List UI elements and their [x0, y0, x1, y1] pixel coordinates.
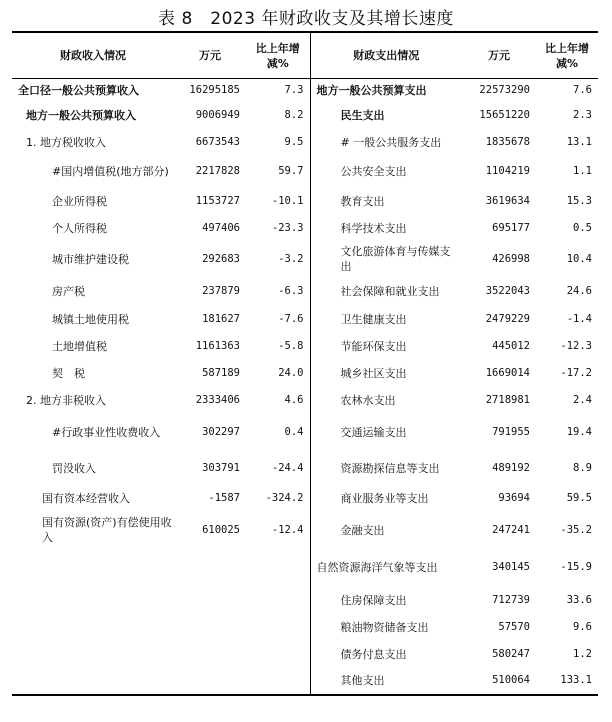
revenue-amount: 2217828	[195, 165, 240, 177]
expenditure-item: # 一般公共服务支出	[340, 135, 442, 149]
revenue-item: 企业所得税	[52, 194, 107, 208]
revenue-amount: 1153727	[195, 194, 240, 207]
expenditure-item: 城乡社区支出	[340, 366, 407, 380]
table-row	[12, 79, 598, 103]
table-row	[12, 277, 598, 306]
expenditure-amount: 445012	[492, 339, 530, 352]
table-row	[12, 129, 598, 156]
revenue-growth: 0.4	[246, 414, 310, 452]
expenditure-growth: 33.6	[566, 593, 592, 606]
expenditure-growth: 133.1	[536, 668, 598, 695]
table-row	[12, 333, 598, 360]
table-title: 表 8 2023 年财政收支及其增长速度	[158, 9, 454, 29]
expenditure-growth: 8.9	[573, 462, 592, 474]
expenditure-amount: 2718981	[485, 393, 530, 406]
expenditure-item: 粮油物资储备支出	[340, 620, 429, 634]
table-row	[12, 614, 598, 641]
expenditure-amount: 57570	[498, 620, 530, 633]
revenue-growth	[246, 587, 310, 614]
revenue-item: 地方一般公共预算收入	[26, 109, 136, 122]
revenue-growth: -24.4	[246, 452, 310, 486]
revenue-amount	[174, 614, 246, 641]
revenue-item: 城市维护建设税	[52, 252, 129, 266]
header-revenue-amount: 万元	[174, 32, 246, 79]
revenue-growth: 59.7	[246, 156, 310, 188]
expenditure-growth: 59.5	[566, 492, 592, 504]
revenue-amount: 497406	[202, 221, 240, 234]
expenditure-growth: 2.4	[573, 393, 592, 406]
header-expenditure-growth: 比上年增减%	[536, 32, 598, 79]
expenditure-amount: 510064	[462, 668, 536, 695]
expenditure-amount: 2479229	[485, 312, 530, 325]
table-row	[12, 103, 598, 129]
revenue-item: 罚没收入	[52, 462, 96, 475]
revenue-item	[12, 668, 174, 695]
revenue-item	[12, 641, 174, 668]
table-row	[12, 188, 598, 215]
table-row	[12, 306, 598, 333]
revenue-amount: 181627	[202, 312, 240, 325]
header-expenditure-item: 财政支出情况	[310, 32, 462, 79]
revenue-item	[12, 587, 174, 614]
revenue-amount: 610025	[202, 523, 240, 536]
revenue-growth: 9.5	[246, 129, 310, 156]
expenditure-item: 卫生健康支出	[340, 312, 407, 326]
expenditure-growth: -35.2	[560, 523, 592, 536]
table-row	[12, 156, 598, 188]
expenditure-item: 商业服务业等支出	[340, 492, 429, 505]
expenditure-growth: 10.4	[566, 252, 592, 265]
expenditure-amount: 340145	[492, 561, 530, 573]
expenditure-amount: 22573290	[479, 84, 530, 97]
expenditure-amount: 3522043	[485, 284, 530, 297]
expenditure-amount: 1669014	[485, 366, 530, 379]
expenditure-growth: 9.6	[573, 620, 592, 633]
revenue-item: 国有资本经营收入	[42, 492, 130, 505]
expenditure-item: 科学技术支出	[340, 221, 407, 235]
expenditure-growth: 13.1	[566, 135, 592, 148]
expenditure-amount: 3619634	[485, 194, 530, 207]
expenditure-amount: 695177	[492, 221, 530, 234]
fiscal-table	[12, 31, 598, 696]
revenue-growth: 24.0	[246, 360, 310, 387]
revenue-growth: -5.8	[246, 333, 310, 360]
table-row	[12, 587, 598, 614]
table-row	[12, 641, 598, 668]
revenue-growth	[246, 668, 310, 695]
revenue-growth: -12.4	[246, 512, 310, 549]
expenditure-amount: 791955	[492, 426, 530, 438]
header-revenue-item: 财政收入情况	[12, 32, 174, 79]
revenue-item: 个人所得税	[52, 221, 107, 235]
expenditure-item: 债务付息支出	[340, 647, 407, 661]
revenue-amount: 587189	[202, 366, 240, 379]
revenue-growth: -7.6	[246, 306, 310, 333]
revenue-item: 城镇土地使用税	[52, 312, 129, 326]
revenue-amount: 237879	[202, 284, 240, 297]
expenditure-item: 民生支出	[340, 109, 385, 122]
revenue-amount	[174, 668, 246, 695]
expenditure-growth: -15.9	[560, 561, 592, 573]
revenue-amount: 1161363	[195, 339, 240, 352]
expenditure-amount: 15651220	[479, 109, 530, 121]
expenditure-amount: 426998	[492, 252, 530, 265]
expenditure-item: 公共安全支出	[340, 165, 407, 178]
header-revenue-growth: 比上年增减%	[246, 32, 310, 79]
expenditure-item: 金融支出	[340, 523, 385, 537]
revenue-item: 2. 地方非税收入	[26, 393, 106, 407]
expenditure-amount: 247241	[492, 523, 530, 536]
table-row	[12, 242, 598, 277]
revenue-item: #行政事业性收费收入	[52, 426, 161, 439]
revenue-growth: 7.3	[246, 79, 310, 103]
revenue-amount: 16295185	[189, 84, 240, 97]
expenditure-growth: 24.6	[566, 284, 592, 297]
expenditure-growth: 0.5	[573, 221, 592, 234]
revenue-item: 全口径一般公共预算收入	[18, 84, 139, 98]
expenditure-item: 住房保障支出	[340, 593, 407, 607]
revenue-item	[12, 614, 174, 641]
expenditure-growth: 1.1	[573, 165, 592, 177]
table-row	[12, 215, 598, 242]
revenue-amount: 302297	[202, 426, 240, 438]
table-row	[12, 668, 598, 695]
revenue-growth: -23.3	[246, 215, 310, 242]
table-row	[12, 360, 598, 387]
revenue-growth: -6.3	[246, 277, 310, 306]
expenditure-item: 社会保障和就业支出	[340, 284, 440, 298]
expenditure-amount: 1835678	[485, 135, 530, 148]
revenue-amount	[174, 549, 246, 587]
expenditure-growth: 15.3	[566, 194, 592, 207]
expenditure-amount: 93694	[498, 492, 530, 504]
expenditure-item: 交通运输支出	[340, 426, 407, 439]
expenditure-amount: 1104219	[485, 165, 530, 177]
expenditure-item: 节能环保支出	[340, 339, 407, 353]
revenue-growth	[246, 614, 310, 641]
expenditure-item: 自然资源海洋气象等支出	[316, 561, 438, 574]
revenue-item: #国内增值税(地方部分)	[52, 165, 169, 178]
revenue-item: 契 税	[52, 366, 85, 380]
revenue-item: 国有资源(资产)有偿使用收入	[42, 516, 172, 544]
table-row	[12, 486, 598, 512]
revenue-item: 1. 地方税收收入	[26, 135, 106, 149]
expenditure-growth: -12.3	[560, 339, 592, 352]
table-row	[12, 452, 598, 486]
header-row	[12, 32, 598, 79]
table-row	[12, 387, 598, 414]
revenue-amount: -1587	[208, 492, 240, 504]
expenditure-growth: 2.3	[573, 109, 592, 121]
expenditure-growth: -17.2	[560, 366, 592, 379]
expenditure-item: 教育支出	[340, 194, 385, 208]
revenue-amount: 292683	[202, 252, 240, 265]
table-row	[12, 512, 598, 549]
expenditure-growth: 7.6	[573, 84, 592, 97]
header-expenditure-amount: 万元	[462, 32, 536, 79]
revenue-growth: -324.2	[246, 486, 310, 512]
revenue-amount	[174, 587, 246, 614]
expenditure-item: 农林水支出	[340, 393, 396, 407]
revenue-amount: 9006949	[195, 109, 240, 121]
revenue-amount: 2333406	[195, 393, 240, 406]
expenditure-amount: 489192	[492, 462, 530, 474]
expenditure-growth: 19.4	[566, 426, 592, 438]
revenue-growth	[246, 641, 310, 668]
revenue-amount	[174, 641, 246, 668]
table-row	[12, 549, 598, 587]
expenditure-growth: 1.2	[573, 647, 592, 660]
expenditure-item: 文化旅游体育与传媒支出	[340, 245, 451, 273]
expenditure-item: 地方一般公共预算支出	[316, 84, 427, 98]
revenue-growth: 8.2	[246, 103, 310, 129]
revenue-growth: 4.6	[246, 387, 310, 414]
revenue-amount: 303791	[202, 462, 240, 474]
revenue-growth: -10.1	[246, 188, 310, 215]
revenue-item: 房产税	[52, 284, 85, 298]
revenue-item	[12, 549, 174, 587]
expenditure-item: 资源勘探信息等支出	[340, 462, 440, 475]
expenditure-amount: 580247	[492, 647, 530, 660]
expenditure-item: 其他支出	[310, 668, 462, 695]
revenue-growth	[246, 549, 310, 587]
table-row	[12, 414, 598, 452]
expenditure-amount: 712739	[492, 593, 530, 606]
expenditure-growth: -1.4	[566, 312, 592, 325]
revenue-amount: 6673543	[195, 135, 240, 148]
revenue-growth: -3.2	[246, 242, 310, 277]
revenue-item: 土地增值税	[52, 339, 107, 353]
